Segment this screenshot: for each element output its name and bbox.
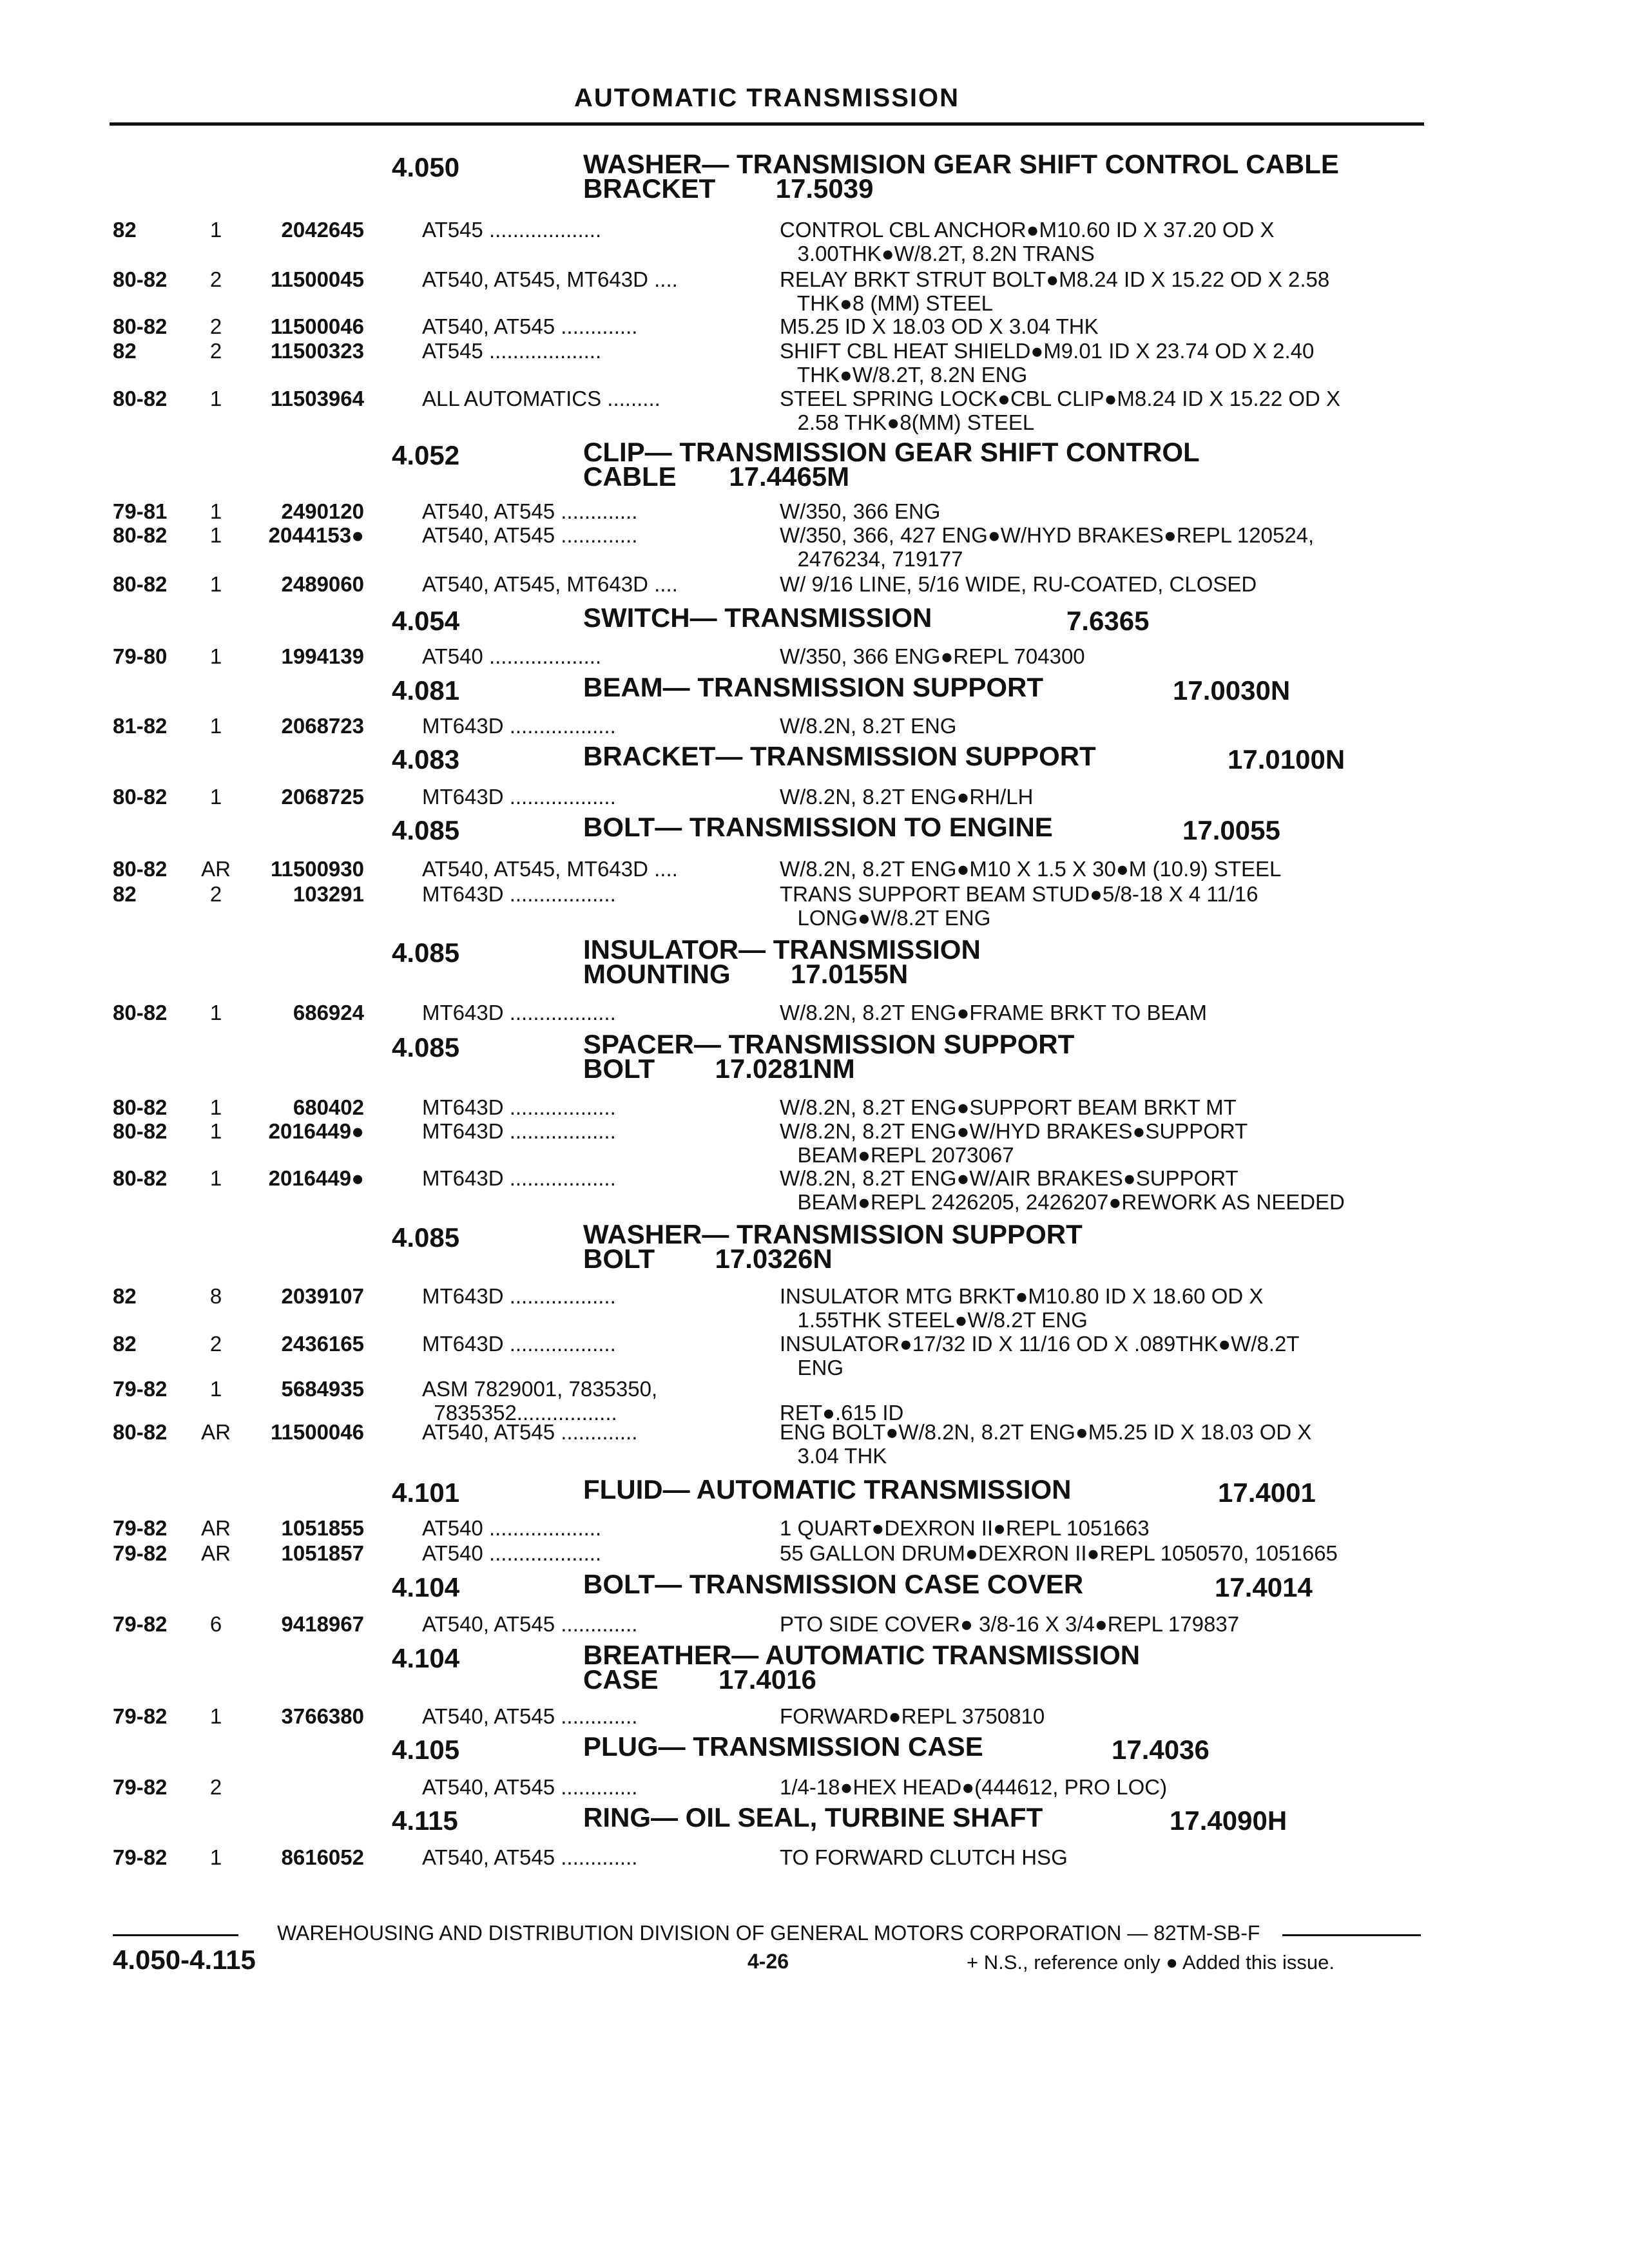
row-description: RELAY BRKT STRUT BOLT●M8.24 ID X 15.22 OD X 2.58 THK●8 (MM) STEEL [780,267,1330,315]
section-number: 4.050 [392,152,460,182]
section-title: BOLT— TRANSMISSION TO ENGINE [583,812,1053,842]
footer-rule-left [113,1934,238,1936]
section-code: 17.4014 [1215,1572,1313,1602]
row-part-number: 1051857 [281,1541,364,1565]
row-part-number: 2068725 [281,785,364,809]
row-years: 79-81 [113,499,168,523]
row-model: AT540 ................... [422,1541,602,1565]
section-code: 17.0100N [1228,744,1345,774]
row-part-number: 2016449● [268,1119,364,1143]
row-years: 80-82 [113,267,168,291]
footer-legend: + N.S., reference only ● Added this issue. [967,1951,1335,1974]
row-description: FORWARD●REPL 3750810 [780,1704,1045,1728]
row-quantity: 2 [209,267,222,291]
row-model: MT643D .................. [422,1332,616,1356]
row-description: W/8.2N, 8.2T ENG [780,714,957,738]
row-model: AT540, AT545 ............. [422,1775,638,1799]
section-number: 4.052 [392,440,460,470]
row-description: W/8.2N, 8.2T ENG●RH/LH [780,785,1034,809]
row-quantity: 1 [209,523,222,547]
row-part-number: 2044153● [268,523,364,547]
row-years: 80-82 [113,1420,168,1444]
section-number: 4.081 [392,675,460,706]
row-part-number: 686924 [293,1001,364,1024]
row-quantity: AR [201,857,231,881]
row-part-number: 680402 [293,1095,364,1119]
row-part-number: 1051855 [281,1516,364,1540]
section-code: 17.0030N [1173,675,1291,706]
row-quantity: 1 [209,1704,222,1728]
section-number: 4.104 [392,1643,460,1673]
row-part-number: 11500323 [270,339,364,363]
row-description: W/8.2N, 8.2T ENG●M10 X 1.5 X 30●M (10.9) STEEL [780,857,1282,881]
row-years: 82 [113,218,137,242]
row-quantity: 2 [209,882,222,906]
header-rule [110,122,1424,126]
row-description: M5.25 ID X 18.03 OD X 3.04 THK [780,314,1099,338]
row-model: AT540 ................... [422,1516,602,1540]
section-title: WASHER— TRANSMISSION SUPPORT BOLT 17.0326N [583,1219,1083,1274]
row-years: 82 [113,882,137,906]
row-description: W/ 9/16 LINE, 5/16 WIDE, RU-COATED, CLOSED [780,572,1257,596]
row-part-number: 2042645 [281,218,364,242]
row-years: 79-82 [113,1377,168,1401]
row-quantity: 2 [209,1332,222,1356]
row-description: W/8.2N, 8.2T ENG●W/AIR BRAKES●SUPPORT BEAM●REPL 2426205, 2426207●REWORK AS NEEDED [780,1166,1345,1214]
row-model: AT540, AT545 ............. [422,499,638,523]
section-title: CLIP— TRANSMISSION GEAR SHIFT CONTROL CABLE 17.4465M [583,437,1200,492]
row-years: 80-82 [113,1095,168,1119]
section-title: PLUG— TRANSMISSION CASE [583,1731,983,1762]
row-years: 80-82 [113,572,168,596]
row-quantity: 6 [209,1612,222,1636]
row-quantity: 2 [209,339,222,363]
row-years: 79-82 [113,1845,168,1869]
row-quantity: AR [201,1420,231,1444]
row-model: AT540, AT545, MT643D .... [422,267,678,291]
section-title: BEAM— TRANSMISSION SUPPORT [583,672,1044,702]
row-years: 79-82 [113,1541,168,1565]
row-model: MT643D .................. [422,882,616,906]
row-years: 82 [113,1284,137,1308]
row-years: 81-82 [113,714,168,738]
row-part-number: 2436165 [281,1332,364,1356]
row-description: W/350, 366 ENG [780,499,941,523]
section-title: BOLT— TRANSMISSION CASE COVER [583,1569,1084,1599]
row-model: MT643D .................. [422,1095,616,1119]
row-quantity: 1 [209,1377,222,1401]
row-description: W/8.2N, 8.2T ENG●W/HYD BRAKES●SUPPORT BEAM●REPL 2073067 [780,1119,1248,1167]
row-part-number: 11500046 [270,1420,364,1444]
row-years: 79-80 [113,644,168,668]
row-quantity: 1 [209,572,222,596]
section-title: INSULATOR— TRANSMISSION MOUNTING 17.0155N [583,934,981,989]
section-number: 4.104 [392,1572,460,1602]
row-description: 1 QUART●DEXRON II●REPL 1051663 [780,1516,1150,1540]
row-model: AT540 ................... [422,644,602,668]
row-part-number: 3766380 [281,1704,364,1728]
row-quantity: 1 [209,1095,222,1119]
row-model: AT540, AT545 ............. [422,523,638,547]
section-number: 4.105 [392,1735,460,1765]
row-years: 80-82 [113,857,168,881]
row-description: TRANS SUPPORT BEAM STUD●5/8-18 X 4 11/16 LONG●W/8.2T ENG [780,882,1258,930]
row-description: W/350, 366, 427 ENG●W/HYD BRAKES●REPL 120524, 2476234, 719177 [780,523,1315,571]
section-code: 17.0055 [1182,815,1280,845]
section-title: BRACKET— TRANSMISSION SUPPORT [583,741,1096,771]
row-model: AT540, AT545 ............. [422,1420,638,1444]
row-part-number: 5684935 [281,1377,364,1401]
row-part-number: 1994139 [281,644,364,668]
row-description: SHIFT CBL HEAT SHIELD●M9.01 ID X 23.74 OD X 2.40 THK●W/8.2T, 8.2N ENG [780,339,1315,387]
row-quantity: 1 [209,714,222,738]
row-description: 55 GALLON DRUM●DEXRON II●REPL 1050570, 1051665 [780,1541,1338,1565]
row-part-number: 9418967 [281,1612,364,1636]
row-model: ASM 7829001, 7835350, 7835352................. [422,1377,658,1425]
row-years: 80-82 [113,387,168,410]
section-number: 4.101 [392,1477,460,1508]
row-part-number: 8616052 [281,1845,364,1869]
row-part-number: 2068723 [281,714,364,738]
row-model: MT643D .................. [422,714,616,738]
row-years: 82 [113,339,137,363]
row-description: CONTROL CBL ANCHOR●M10.60 ID X 37.20 OD X 3.00THK●W/8.2T, 8.2N TRANS [780,218,1275,265]
section-title: WASHER— TRANSMISION GEAR SHIFT CONTROL CABLE BRACKET 17.5039 [583,149,1339,204]
section-number: 4.085 [392,1222,460,1253]
section-code: 17.4036 [1112,1735,1210,1765]
row-years: 79-82 [113,1516,168,1540]
section-number: 4.054 [392,606,460,636]
row-part-number: 11500045 [270,267,364,291]
row-model: MT643D .................. [422,1284,616,1308]
row-description: INSULATOR MTG BRKT●M10.80 ID X 18.60 OD X 1.55THK STEEL●W/8.2T ENG [780,1284,1264,1332]
row-part-number: 2490120 [281,499,364,523]
row-years: 80-82 [113,1119,168,1143]
section-title: FLUID— AUTOMATIC TRANSMISSION [583,1474,1072,1504]
section-code: 7.6365 [1066,606,1150,636]
page-header: AUTOMATIC TRANSMISSION [574,84,960,112]
row-model: ALL AUTOMATICS ......... [422,387,660,410]
row-model: AT545 ................... [422,218,602,242]
row-years: 80-82 [113,314,168,338]
row-years: 80-82 [113,1001,168,1024]
row-quantity: 1 [209,499,222,523]
row-years: 79-82 [113,1704,168,1728]
page-range: 4.050-4.115 [113,1945,256,1975]
row-model: AT540, AT545 ............. [422,1845,638,1869]
section-title: SWITCH— TRANSMISSION [583,602,932,633]
row-quantity: AR [201,1541,231,1565]
row-years: 80-82 [113,785,168,809]
row-description: W/8.2N, 8.2T ENG●SUPPORT BEAM BRKT MT [780,1095,1237,1119]
row-description: TO FORWARD CLUTCH HSG [780,1845,1068,1869]
row-quantity: AR [201,1516,231,1540]
row-part-number: 11500930 [270,857,364,881]
row-description: W/350, 366 ENG●REPL 704300 [780,644,1085,668]
row-part-number: 103291 [293,882,364,906]
row-quantity: 2 [209,1775,222,1799]
section-number: 4.115 [392,1805,458,1836]
row-quantity: 1 [209,1845,222,1869]
section-number: 4.083 [392,744,460,774]
section-title: SPACER— TRANSMISSION SUPPORT BOLT 17.0281NM [583,1029,1075,1084]
row-description: STEEL SPRING LOCK●CBL CLIP●M8.24 ID X 15.22 OD X 2.58 THK●8(MM) STEEL [780,387,1341,434]
row-part-number: 2489060 [281,572,364,596]
row-description: PTO SIDE COVER● 3/8-16 X 3/4●REPL 179837 [780,1612,1240,1636]
row-quantity: 1 [209,785,222,809]
footer-rule-right [1282,1934,1421,1936]
section-number: 4.085 [392,1032,460,1062]
page-number: 4-26 [747,1950,789,1973]
row-model: AT540, AT545 ............. [422,1612,638,1636]
row-quantity: 1 [209,218,222,242]
row-model: MT643D .................. [422,1166,616,1190]
row-quantity: 1 [209,644,222,668]
section-number: 4.085 [392,815,460,845]
row-quantity: 8 [209,1284,222,1308]
row-years: 80-82 [113,1166,168,1190]
section-code: 17.4001 [1218,1477,1316,1508]
row-model: MT643D .................. [422,1001,616,1024]
row-model: AT540, AT545 ............. [422,314,638,338]
row-quantity: 1 [209,1119,222,1143]
row-part-number: 11503964 [270,387,364,410]
row-description: 1/4-18●HEX HEAD●(444612, PRO LOC) [780,1775,1168,1799]
row-description: ENG BOLT●W/8.2N, 8.2T ENG●M5.25 ID X 18.03 OD X 3.04 THK [780,1420,1312,1468]
row-description: W/8.2N, 8.2T ENG●FRAME BRKT TO BEAM [780,1001,1207,1024]
row-model: AT540, AT545, MT643D .... [422,857,678,881]
row-model: MT643D .................. [422,785,616,809]
row-years: 80-82 [113,523,168,547]
row-description: RET●.615 ID [780,1401,904,1425]
row-part-number: 2039107 [281,1284,364,1308]
row-years: 82 [113,1332,137,1356]
row-model: AT540, AT545, MT643D .... [422,572,678,596]
row-quantity: 1 [209,1001,222,1024]
section-title: BREATHER— AUTOMATIC TRANSMISSION CASE 17.4016 [583,1640,1141,1695]
row-description: INSULATOR●17/32 ID X 11/16 OD X .089THK●W/8.2T ENG [780,1332,1300,1379]
row-model: AT545 ................... [422,339,602,363]
row-model: MT643D .................. [422,1119,616,1143]
section-number: 4.085 [392,937,460,968]
row-quantity: 1 [209,1166,222,1190]
footer-division: WAREHOUSING AND DISTRIBUTION DIVISION OF GENERAL MOTORS CORPORATION — 82TM-SB-F [277,1921,1260,1945]
section-title: RING— OIL SEAL, TURBINE SHAFT [583,1802,1043,1832]
row-quantity: 1 [209,387,222,410]
section-code: 17.4090H [1170,1805,1287,1836]
row-part-number: 2016449● [268,1166,364,1190]
row-part-number: 11500046 [270,314,364,338]
row-years: 79-82 [113,1612,168,1636]
row-quantity: 2 [209,314,222,338]
row-years: 79-82 [113,1775,168,1799]
row-model: AT540, AT545 ............. [422,1704,638,1728]
